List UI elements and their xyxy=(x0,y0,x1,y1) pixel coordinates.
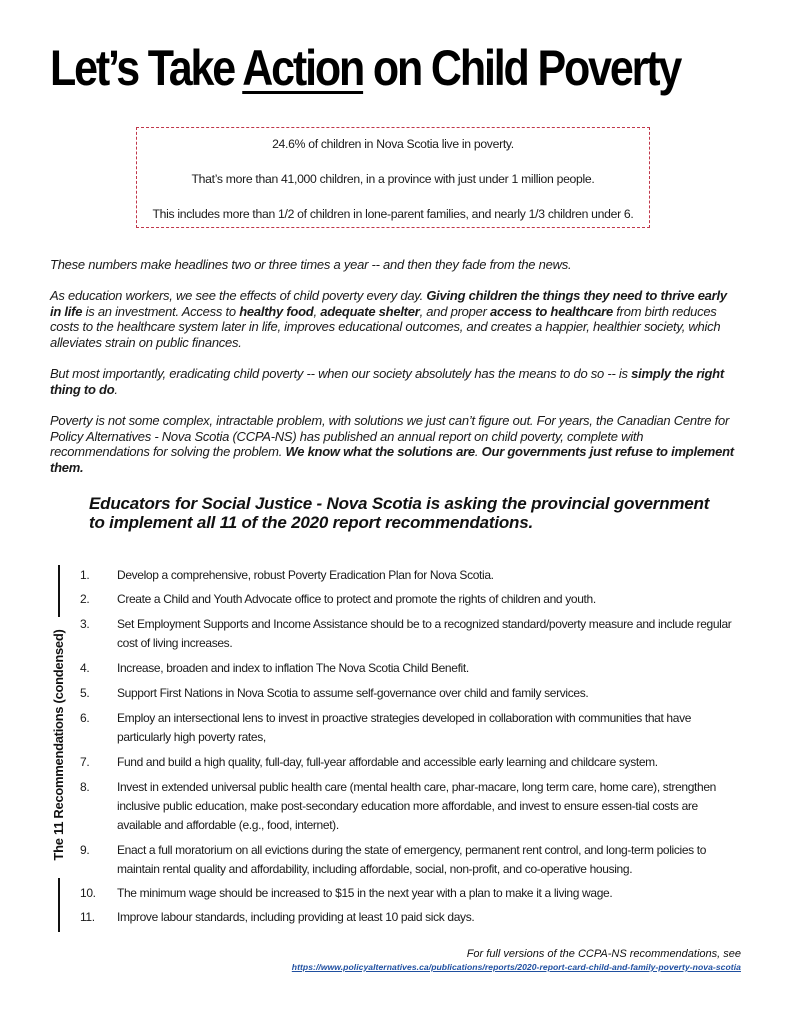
item-text: Increase, broaden and index to inflation The Nova Scotia Child Benefit. xyxy=(117,661,469,675)
item-text: Support First Nations in Nova Scotia to assume self-governance over child and family services. xyxy=(117,686,589,700)
paragraph-education-workers xyxy=(50,288,740,350)
item-number: 3. xyxy=(80,617,90,631)
paragraph-most-importantly xyxy=(50,366,740,397)
item-number: 5. xyxy=(80,686,90,700)
text: is an investment. Access to xyxy=(82,303,240,319)
title-part-2: on Child Poverty xyxy=(363,40,681,96)
item-number: 7. xyxy=(80,755,90,769)
item-text: The minimum wage should be increased to $15 in the next year with a plan to make it a living wage. xyxy=(117,886,613,900)
text: , xyxy=(313,303,321,319)
ccpa-report-link[interactable]: https://www.policyalternatives.ca/publications/reports/2020-report-card-child-and-family-poverty-nova-scotia xyxy=(291,962,741,972)
item-number: 2. xyxy=(80,592,90,606)
item-text: Fund and build a high quality, full-day, full-year affordable and accessible early learning and childcare system. xyxy=(117,755,658,769)
text: . xyxy=(474,444,482,459)
item-number: 11. xyxy=(80,910,95,924)
emphasis: We know what the solutions are xyxy=(285,444,475,459)
title-part-1: Let’s Take xyxy=(50,40,243,96)
item-number: 4. xyxy=(80,661,90,675)
item-number: 1. xyxy=(80,568,90,582)
item-text: Improve labour standards, including providing at least 10 paid sick days. xyxy=(117,910,475,924)
title-underlined-word: Action xyxy=(242,40,364,96)
item-number: 9. xyxy=(80,843,90,857)
stat-line-1: 24.6% of children in Nova Scotia live in poverty. xyxy=(272,137,514,151)
item-text: Enact a full moratorium on all evictions during the state of emergency, permanent rent control, and long-term policies to maintain rental quality and affordability, including affordable, social, non-profit, and co-operative housing. xyxy=(117,843,707,876)
statistics-box xyxy=(136,127,650,228)
item-text: Invest in extended universal public health care (mental health care, phar-macare, long term care, home care), strengthen inclusive public education, make post-secondary education more affordable, and invest to ensure essen-tial costs are available and affordable (e.g., food, internet). xyxy=(117,780,717,832)
text: from birth reduces costs to the healthcare system later in life, improves educational outcomes, and creates a happier, healthier society, which alleviates strain on public finances. xyxy=(50,303,721,350)
item-number: 6. xyxy=(80,711,90,725)
item-number: 8. xyxy=(80,780,90,794)
paragraph-headlines: These numbers make headlines two or three times a year -- and then they fade from the news. xyxy=(50,257,572,272)
stat-line-3: This includes more than 1/2 of children in lone-parent families, and nearly 1/3 children under 6. xyxy=(152,207,634,221)
item-text: Employ an intersectional lens to invest in proactive strategies developed in collaboration with communities that have particularly high poverty rates, xyxy=(117,711,692,744)
paragraph-ccpa xyxy=(50,413,740,475)
emphasis: access to healthcare xyxy=(490,303,613,319)
callout-heading: Educators for Social Justice - Nova Scotia is asking the provincial government to implement all 11 of the 2020 report recommendations. xyxy=(89,494,710,532)
emphasis: simply the right thing to do xyxy=(50,366,724,397)
divider-line xyxy=(58,878,60,932)
recommendations-side-label xyxy=(45,565,73,870)
stat-line-2: That’s more than 41,000 children, in a province with just under 1 million people. xyxy=(191,172,595,186)
emphasis: healthy food xyxy=(239,303,314,319)
emphasis: adequate shelter xyxy=(320,303,420,319)
item-number: 10. xyxy=(80,886,96,900)
text: As education workers, we see the effects of child poverty every day. xyxy=(50,288,427,303)
side-label-text: The 11 Recommendations (condensed) xyxy=(51,629,66,861)
text: Poverty is not some complex, intractable problem, with solutions we just can’t figure out. For years, the Canadian Centre for Policy Alternatives - Nova Scotia (CCPA-NS) has published an annual report on child poverty, complete with recommendations for solving the problem. xyxy=(50,413,730,459)
text: But most importantly, eradicating child poverty -- when our society absolutely has the means to do so -- is xyxy=(50,366,632,381)
emphasis: Giving children the things they need to thrive early in life xyxy=(50,288,727,319)
emphasis: Our governments just refuse to implement them. xyxy=(50,444,734,475)
text: . xyxy=(114,381,118,397)
text: , and proper xyxy=(419,303,491,319)
item-text: Set Employment Supports and Income Assistance should be to a recognized standard/poverty measure and include regular cost of living increases. xyxy=(117,617,732,650)
item-text: Create a Child and Youth Advocate office to protect and promote the rights of children and youth. xyxy=(117,592,596,606)
footer-note: For full versions of the CCPA-NS recommendations, see xyxy=(466,948,741,960)
page-title xyxy=(50,38,680,98)
divider-line xyxy=(58,565,60,617)
item-text: Develop a comprehensive, robust Poverty Eradication Plan for Nova Scotia. xyxy=(117,568,494,582)
